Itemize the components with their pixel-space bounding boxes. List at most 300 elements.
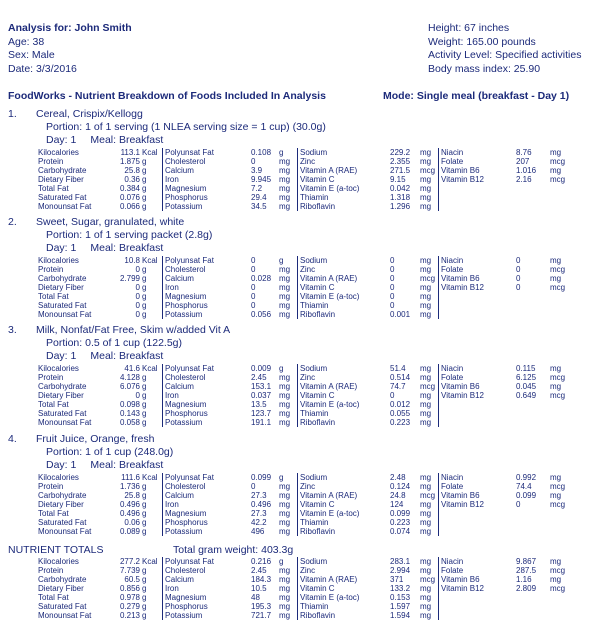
nutrient-value: 111.6 [121, 473, 140, 482]
nutrient-name: Saturated Fat [38, 301, 87, 310]
nutrient-value: 25.8 [124, 166, 140, 175]
nutrient-unit [550, 409, 568, 418]
nutrient-unit: mg [279, 166, 291, 175]
nutrient-name: Iron [163, 175, 252, 184]
nutrient-unit: mg [420, 364, 432, 373]
nutrient-value: 27.3 [251, 491, 267, 500]
nutrient-unit [550, 518, 568, 527]
nutrient-unit [550, 400, 568, 409]
nutrient-name: Folate [439, 566, 517, 575]
nutrient-name: Potassium [163, 202, 252, 211]
nutrient-unit: mg [420, 391, 432, 400]
nutrient-value: 0.978 [119, 593, 140, 602]
nutrient-name: Riboflavin [298, 418, 391, 427]
nutrient-table [38, 256, 568, 319]
nutrient-unit: g [142, 373, 147, 382]
nutrient-unit: mcg [550, 482, 566, 491]
nutrient-name: Total Fat [38, 509, 69, 518]
nutrient-value [516, 527, 550, 536]
nutrient-name: Zinc [298, 265, 391, 274]
nutrient-unit: g [142, 611, 147, 620]
nutrient-name: Vitamin B6 [439, 575, 517, 584]
food-portion: Portion: 1 of 1 serving packet (2.8g) [46, 229, 213, 241]
nutrient-value: 184.3 [251, 575, 272, 584]
nutrient-row [38, 391, 568, 400]
nutrient-value: 0.279 [119, 602, 140, 611]
nutrient-table [38, 148, 568, 211]
nutrient-name: Protein [38, 373, 64, 382]
nutrient-table [38, 473, 568, 536]
nutrient-value: 0 [390, 265, 395, 274]
nutrient-value: 0.496 [119, 509, 140, 518]
nutrient-name: Vitamin E (a-toc) [298, 292, 391, 301]
nutrient-value: 51.4 [390, 364, 406, 373]
nutrient-name: Vitamin B6 [439, 382, 517, 391]
nutrient-row [38, 500, 568, 509]
nutrient-unit [550, 193, 568, 202]
nutrient-value: 0.856 [119, 584, 140, 593]
nutrient-name: Niacin [439, 557, 517, 566]
food-name: Sweet, Sugar, granulated, white [36, 216, 185, 228]
nutrient-name: Dietary Fiber [38, 175, 84, 184]
nutrient-name: Niacin [439, 256, 517, 265]
nutrient-name: Magnesium [163, 509, 252, 518]
nutrient-unit: mcg [550, 265, 566, 274]
nutrient-unit [550, 301, 568, 310]
nutrient-name: Vitamin C [298, 175, 391, 184]
nutrient-value [516, 310, 550, 319]
nutrient-value [516, 301, 550, 310]
nutrient-unit: mcg [420, 274, 436, 283]
nutrient-name: Phosphorus [163, 301, 252, 310]
nutrient-name: Vitamin E (a-toc) [298, 184, 391, 193]
nutrient-value: 0.115 [516, 364, 536, 373]
nutrient-name: Calcium [163, 166, 252, 175]
nutrient-name: Cholesterol [163, 482, 252, 491]
nutrient-name [439, 518, 517, 527]
nutrient-unit: mg [279, 310, 291, 319]
nutrient-unit: mg [279, 373, 291, 382]
nutrient-name: Iron [163, 391, 252, 400]
nutrient-value: 27.3 [251, 509, 267, 518]
nutrient-name: Monounsat Fat [38, 418, 92, 427]
nutrient-name: Riboflavin [298, 310, 391, 319]
nutrient-unit: g [142, 400, 147, 409]
food-meal: Meal: Breakfast [90, 242, 164, 254]
nutrient-value: 8.76 [516, 148, 532, 157]
nutrient-unit: mg [279, 202, 291, 211]
nutrient-unit: g [279, 256, 284, 265]
nutrient-unit: mg [420, 409, 432, 418]
nutrient-value: 42.2 [251, 518, 267, 527]
nutrient-name: Riboflavin [298, 611, 391, 620]
nutrient-unit [550, 292, 568, 301]
nutrient-value: 1.318 [390, 193, 411, 202]
nutrient-name: Phosphorus [163, 193, 252, 202]
nutrient-name: Zinc [298, 482, 391, 491]
nutrient-unit: mg [279, 518, 291, 527]
nutrient-name: Potassium [163, 527, 252, 536]
report-mode: Mode: Single meal (breakfast - Day 1) [383, 90, 570, 102]
nutrient-name: Dietary Fiber [38, 391, 84, 400]
nutrient-name: Calcium [163, 491, 252, 500]
nutrient-value: 0.143 [119, 409, 140, 418]
nutrient-value: 9.15 [390, 175, 406, 184]
nutrient-unit: g [279, 557, 284, 566]
nutrient-name: Iron [163, 584, 252, 593]
nutrient-unit: mg [279, 575, 291, 584]
nutrient-value: 2.45 [251, 566, 267, 575]
nutrient-value: 133.2 [390, 584, 411, 593]
nutrient-unit: mg [550, 382, 562, 391]
nutrient-row [38, 566, 568, 575]
nutrient-unit: mg [279, 292, 291, 301]
nutrient-value: 0 [390, 283, 395, 292]
nutrient-row [38, 518, 568, 527]
nutrient-unit: mg [420, 473, 432, 482]
nutrient-value: 6.076 [119, 382, 140, 391]
nutrient-unit: mcg [550, 584, 566, 593]
nutrient-value: 0.099 [516, 491, 537, 500]
nutrient-unit: mg [279, 157, 291, 166]
nutrient-unit: mcg [550, 175, 566, 184]
nutrient-value: 29.4 [251, 193, 267, 202]
nutrient-name: Calcium [163, 274, 252, 283]
nutrient-name: Sodium [298, 557, 391, 566]
nutrient-value: 277.2 [119, 557, 140, 566]
nutrient-value: 0.055 [390, 409, 411, 418]
food-item [8, 324, 603, 363]
food-day: Day: 1 [46, 242, 77, 254]
nutrient-unit: mg [420, 500, 432, 509]
nutrient-unit: mg [420, 518, 432, 527]
nutrient-name: Polyunsat Fat [163, 256, 252, 265]
nutrient-name: Cholesterol [163, 157, 252, 166]
nutrient-value: 0 [135, 310, 140, 319]
body-info [428, 22, 581, 76]
nutrient-value: 10.8 [124, 256, 140, 265]
nutrient-value: 1.597 [390, 602, 411, 611]
nutrient-name: Potassium [163, 310, 252, 319]
nutrient-unit [550, 509, 568, 518]
food-name: Milk, Nonfat/Fat Free, Skim w/added Vit A [36, 324, 231, 336]
food-portion: Portion: 1 of 1 cup (248.0g) [46, 446, 174, 458]
nutrient-value: 0 [135, 265, 140, 274]
age: Age: 38 [8, 35, 45, 48]
nutrient-value: 2.48 [390, 473, 406, 482]
nutrient-value: 25.8 [124, 491, 140, 500]
date: Date: 3/3/2016 [8, 62, 77, 75]
nutrient-name: Protein [38, 566, 64, 575]
nutrient-value: 4.128 [119, 373, 140, 382]
nutrient-unit: mg [420, 202, 432, 211]
nutrient-name: Niacin [439, 364, 517, 373]
nutrient-name: Total Fat [38, 593, 69, 602]
nutrient-unit [550, 310, 568, 319]
nutrient-name: Magnesium [163, 292, 252, 301]
nutrient-row [38, 148, 568, 157]
nutrient-name: Protein [38, 265, 64, 274]
nutrient-value: 0.36 [124, 175, 140, 184]
nutrient-unit: g [142, 283, 147, 292]
nutrient-value: 9.867 [516, 557, 537, 566]
nutrient-unit: mg [420, 184, 432, 193]
nutrient-unit: mg [550, 473, 562, 482]
nutrient-unit: mg [550, 575, 562, 584]
nutrient-value: 0 [516, 500, 521, 509]
nutrient-totals-table [38, 557, 568, 620]
nutrient-name: Thiamin [298, 602, 391, 611]
nutrient-name: Vitamin C [298, 500, 391, 509]
nutrient-value: 1.296 [390, 202, 411, 211]
nutrient-unit [550, 611, 568, 620]
nutrient-unit: mg [279, 382, 291, 391]
nutrient-unit: mg [420, 157, 432, 166]
nutrient-unit: g [142, 509, 147, 518]
nutrient-unit: mg [279, 400, 291, 409]
nutrient-unit: mg [550, 491, 562, 500]
nutrient-value: 0 [251, 301, 256, 310]
nutrient-unit: g [142, 593, 147, 602]
food-number: 3. [8, 324, 17, 336]
nutrient-row [38, 482, 568, 491]
nutrient-unit: g [142, 382, 147, 391]
nutrient-row [38, 382, 568, 391]
nutrient-value: 0.056 [251, 310, 272, 319]
nutrient-value: 0 [516, 265, 521, 274]
nutrient-name: Kilocalories [38, 473, 79, 482]
nutrient-value: 0 [390, 274, 395, 283]
nutrient-row [38, 409, 568, 418]
nutrient-name: Potassium [163, 418, 252, 427]
nutrient-value: 0.496 [251, 500, 272, 509]
nutrient-name: Phosphorus [163, 518, 252, 527]
nutrient-value: 9.945 [251, 175, 272, 184]
nutrient-unit: g [142, 602, 147, 611]
nutrient-value: 34.5 [251, 202, 267, 211]
nutrient-name: Kilocalories [38, 557, 79, 566]
height: Height: 67 inches [428, 22, 510, 34]
nutrient-unit: mg [420, 373, 432, 382]
nutrient-name: Total Fat [38, 184, 69, 193]
nutrient-value: 496 [251, 527, 265, 536]
nutrient-unit [550, 184, 568, 193]
nutrient-name [439, 527, 517, 536]
nutrient-name: Sodium [298, 473, 391, 482]
nutrient-name: Vitamin C [298, 391, 391, 400]
nutrient-row [38, 527, 568, 536]
nutrient-unit: mg [279, 611, 291, 620]
nutrient-unit: mg [550, 364, 562, 373]
nutrient-value: 0 [390, 256, 395, 265]
nutrient-name [439, 602, 517, 611]
nutrient-unit: mg [420, 265, 432, 274]
nutrient-name: Cholesterol [163, 265, 252, 274]
patient-info [8, 22, 132, 76]
nutrient-unit: mcg [420, 491, 436, 500]
nutrient-unit: mg [550, 557, 562, 566]
nutrient-value: 1.16 [516, 575, 532, 584]
nutrient-value: 2.16 [516, 175, 532, 184]
nutrient-value: 229.2 [390, 148, 411, 157]
nutrient-name: Folate [439, 373, 517, 382]
nutrient-row [38, 202, 568, 211]
nutrient-name: Dietary Fiber [38, 283, 84, 292]
nutrient-unit: mg [279, 265, 291, 274]
nutrient-unit: g [142, 575, 147, 584]
nutrient-value: 60.5 [124, 575, 140, 584]
nutrient-name: Total Fat [38, 400, 69, 409]
nutrient-row [38, 418, 568, 427]
nutrient-name: Phosphorus [163, 409, 252, 418]
food-name: Cereal, Crispix/Kellogg [36, 108, 143, 120]
nutrient-unit: g [279, 148, 284, 157]
report-title-row [8, 90, 600, 102]
nutrient-name: Vitamin B6 [439, 491, 517, 500]
nutrient-name: Folate [439, 265, 517, 274]
nutrient-name [439, 509, 517, 518]
nutrient-name: Saturated Fat [38, 193, 87, 202]
total-gram-weight: Total gram weight: 403.3g [173, 544, 294, 556]
nutrient-value: 113.1 [120, 148, 140, 157]
nutrient-unit: mg [420, 283, 432, 292]
food-day: Day: 1 [46, 459, 77, 471]
nutrient-name: Polyunsat Fat [163, 364, 252, 373]
nutrient-name: Zinc [298, 566, 391, 575]
food-item [8, 108, 603, 147]
nutrient-name: Protein [38, 482, 64, 491]
nutrient-name: Vitamin B12 [439, 391, 517, 400]
nutrient-name [439, 202, 517, 211]
nutrient-unit: mg [420, 611, 432, 620]
nutrient-unit: g [142, 274, 147, 283]
nutrient-unit: Kcal [142, 364, 158, 373]
nutrient-name [439, 400, 517, 409]
nutrient-value: 0 [251, 292, 256, 301]
food-portion: Portion: 1 of 1 serving (1 NLEA serving size = 1 cup) (30.0g) [46, 121, 326, 133]
nutrient-unit: mg [279, 184, 291, 193]
nutrient-value: 0.099 [251, 473, 272, 482]
nutrient-name: Vitamin A (RAE) [298, 491, 391, 500]
nutrient-unit: mcg [550, 157, 566, 166]
nutrient-name: Thiamin [298, 193, 391, 202]
nutrient-name: Saturated Fat [38, 409, 87, 418]
nutrient-name: Thiamin [298, 301, 391, 310]
nutrient-unit: mg [420, 509, 432, 518]
nutrient-row [38, 265, 568, 274]
nutrient-unit: mg [550, 148, 562, 157]
nutrient-name: Kilocalories [38, 256, 79, 265]
activity-level: Activity Level: Specified activities [428, 49, 582, 61]
nutrient-value: 0 [135, 391, 140, 400]
nutrient-row [38, 301, 568, 310]
nutrient-name: Niacin [439, 473, 517, 482]
nutrient-name [439, 611, 517, 620]
nutrient-value: 74.4 [516, 482, 532, 491]
nutrient-name [439, 593, 517, 602]
food-day-meal [8, 459, 603, 472]
nutrient-value: 24.8 [390, 491, 406, 500]
nutrient-unit: g [142, 409, 147, 418]
nutrient-name: Carbohydrate [38, 166, 87, 175]
food-day-meal [8, 134, 603, 147]
nutrient-name: Magnesium [163, 400, 252, 409]
nutrient-unit: Kcal [142, 256, 158, 265]
nutrient-value: 0 [516, 256, 521, 265]
nutrient-name: Cholesterol [163, 373, 252, 382]
nutrient-value [516, 202, 550, 211]
nutrient-unit: mcg [550, 500, 566, 509]
nutrient-unit: mg [550, 256, 562, 265]
nutrient-row [38, 310, 568, 319]
nutrient-row [38, 184, 568, 193]
food-day-meal [8, 350, 603, 363]
food-number: 2. [8, 216, 17, 228]
nutrient-value: 0.001 [390, 310, 411, 319]
nutrient-value: 0.514 [390, 373, 411, 382]
nutrient-value: 0.216 [251, 557, 272, 566]
nutrient-unit: mg [420, 527, 432, 536]
nutrient-value: 0.076 [119, 193, 140, 202]
nutrient-unit: mcg [550, 283, 566, 292]
nutrient-unit: mg [279, 301, 291, 310]
nutrient-value: 1.016 [516, 166, 537, 175]
nutrient-value: 0 [516, 274, 521, 283]
nutrient-unit: mg [420, 256, 432, 265]
nutrient-row [38, 292, 568, 301]
nutrient-name: Vitamin A (RAE) [298, 274, 391, 283]
nutrient-row [38, 166, 568, 175]
nutrient-row [38, 274, 568, 283]
nutrient-unit [550, 593, 568, 602]
nutrient-name: Sodium [298, 256, 391, 265]
nutrient-row [38, 364, 568, 373]
food-portion: Portion: 0.5 of 1 cup (122.5g) [46, 337, 183, 349]
nutrient-value: 0.124 [390, 482, 411, 491]
nutrient-unit: mg [279, 409, 291, 418]
nutrient-value: 283.1 [390, 557, 411, 566]
nutrient-value: 2.809 [516, 584, 537, 593]
nutrient-name: Vitamin C [298, 584, 391, 593]
food-meal: Meal: Breakfast [90, 459, 164, 471]
nutrient-name: Carbohydrate [38, 382, 87, 391]
nutrient-name: Sodium [298, 364, 391, 373]
nutrient-value: 0.496 [119, 500, 140, 509]
nutrient-name: Vitamin E (a-toc) [298, 593, 391, 602]
nutrient-unit: mg [420, 175, 432, 184]
nutrient-unit: mg [279, 566, 291, 575]
nutrient-name: Protein [38, 157, 64, 166]
nutrient-name: Polyunsat Fat [163, 473, 252, 482]
nutrient-value: 124 [390, 500, 404, 509]
nutrient-row [38, 193, 568, 202]
nutrient-unit: g [142, 175, 147, 184]
nutrient-name: Monounsat Fat [38, 310, 92, 319]
nutrient-unit: g [142, 193, 147, 202]
nutrient-name: Carbohydrate [38, 491, 87, 500]
nutrient-name [439, 310, 517, 319]
nutrient-name: Folate [439, 482, 517, 491]
nutrient-value: 207 [516, 157, 530, 166]
food-day: Day: 1 [46, 350, 77, 362]
nutrient-value: 0.058 [119, 418, 140, 427]
nutrient-value [516, 611, 550, 620]
nutrient-unit: g [142, 310, 147, 319]
nutrient-row [38, 175, 568, 184]
nutrient-value: 0 [390, 391, 395, 400]
nutrient-unit [550, 602, 568, 611]
nutrient-unit: mg [420, 602, 432, 611]
